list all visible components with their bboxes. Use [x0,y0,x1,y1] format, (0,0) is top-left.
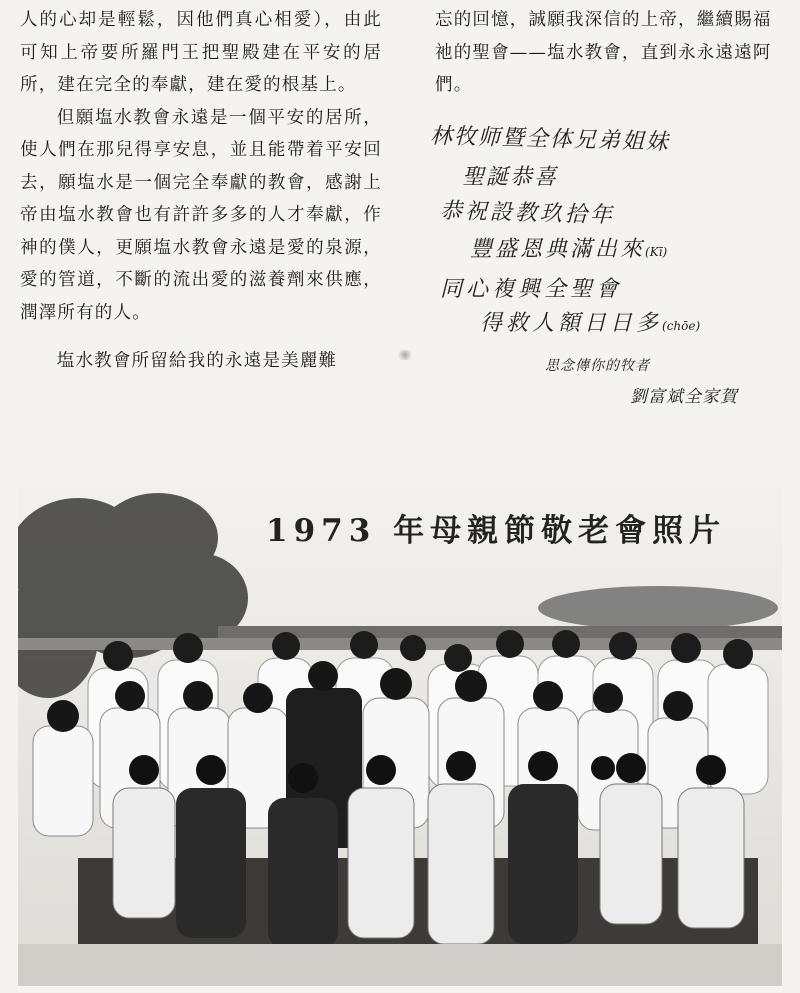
handwritten-line-6-note: (chōe) [662,319,701,333]
right-column [435,4,790,102]
right-paragraph-1: 忘的回憶，誠願我深信的上帝，繼續賜福祂的聖會——塩水教會，直到永永遠遠阿們。 [435,10,772,95]
group-photo [18,488,782,986]
handwritten-line-4-note: (Kī) [645,245,668,259]
handwritten-line-2: 聖誕恭喜 [462,165,559,190]
group-photo-illustration [18,488,782,986]
left-paragraph-2: 但願塩水教會永遠是一個平安的居所，使人們在那兒得享安息，並且能帶着平安回去，願塩水是一個完全奉獻的教會，感謝上帝由塩水教會也有許許多多的人才奉獻，作神的僕人，更願塩水教會永遠是愛的泉源，愛的管道，不斷的流出愛的滋養劑來供應，潤澤所有的人。 [20,107,382,323]
handwritten-line-1: 林牧师暨全体兄弟姐妹 [429,123,671,156]
handwritten-line-5: 同心複興全聖會 [440,277,623,302]
handwritten-signature-1: 思念傳你的牧者 [545,358,650,374]
handwritten-signature-2: 劉富斌全家賀 [630,387,738,407]
handwritten-line-6 [480,306,700,337]
handwritten-line-3: 恭祝設教玖拾年 [439,198,616,229]
photo-caption: 1973 年母親節敬老會照片 [266,513,727,549]
ink-smudge [396,350,414,360]
left-paragraph-3: 塩水教會所留給我的永遠是美麗難 [56,351,338,371]
handwritten-line-6-text: 得救人額日日多 [480,311,663,336]
handwritten-line-4 [470,232,667,263]
left-paragraph-1: 人的心却是輕鬆，因他們真心相愛），由此可知上帝要所羅門王把聖殿建在平安的居所，建在完全的奉獻，建在愛的根基上。 [20,10,382,95]
handwritten-line-4-text: 豐盛恩典滿出來 [470,237,646,262]
left-column [20,4,382,378]
